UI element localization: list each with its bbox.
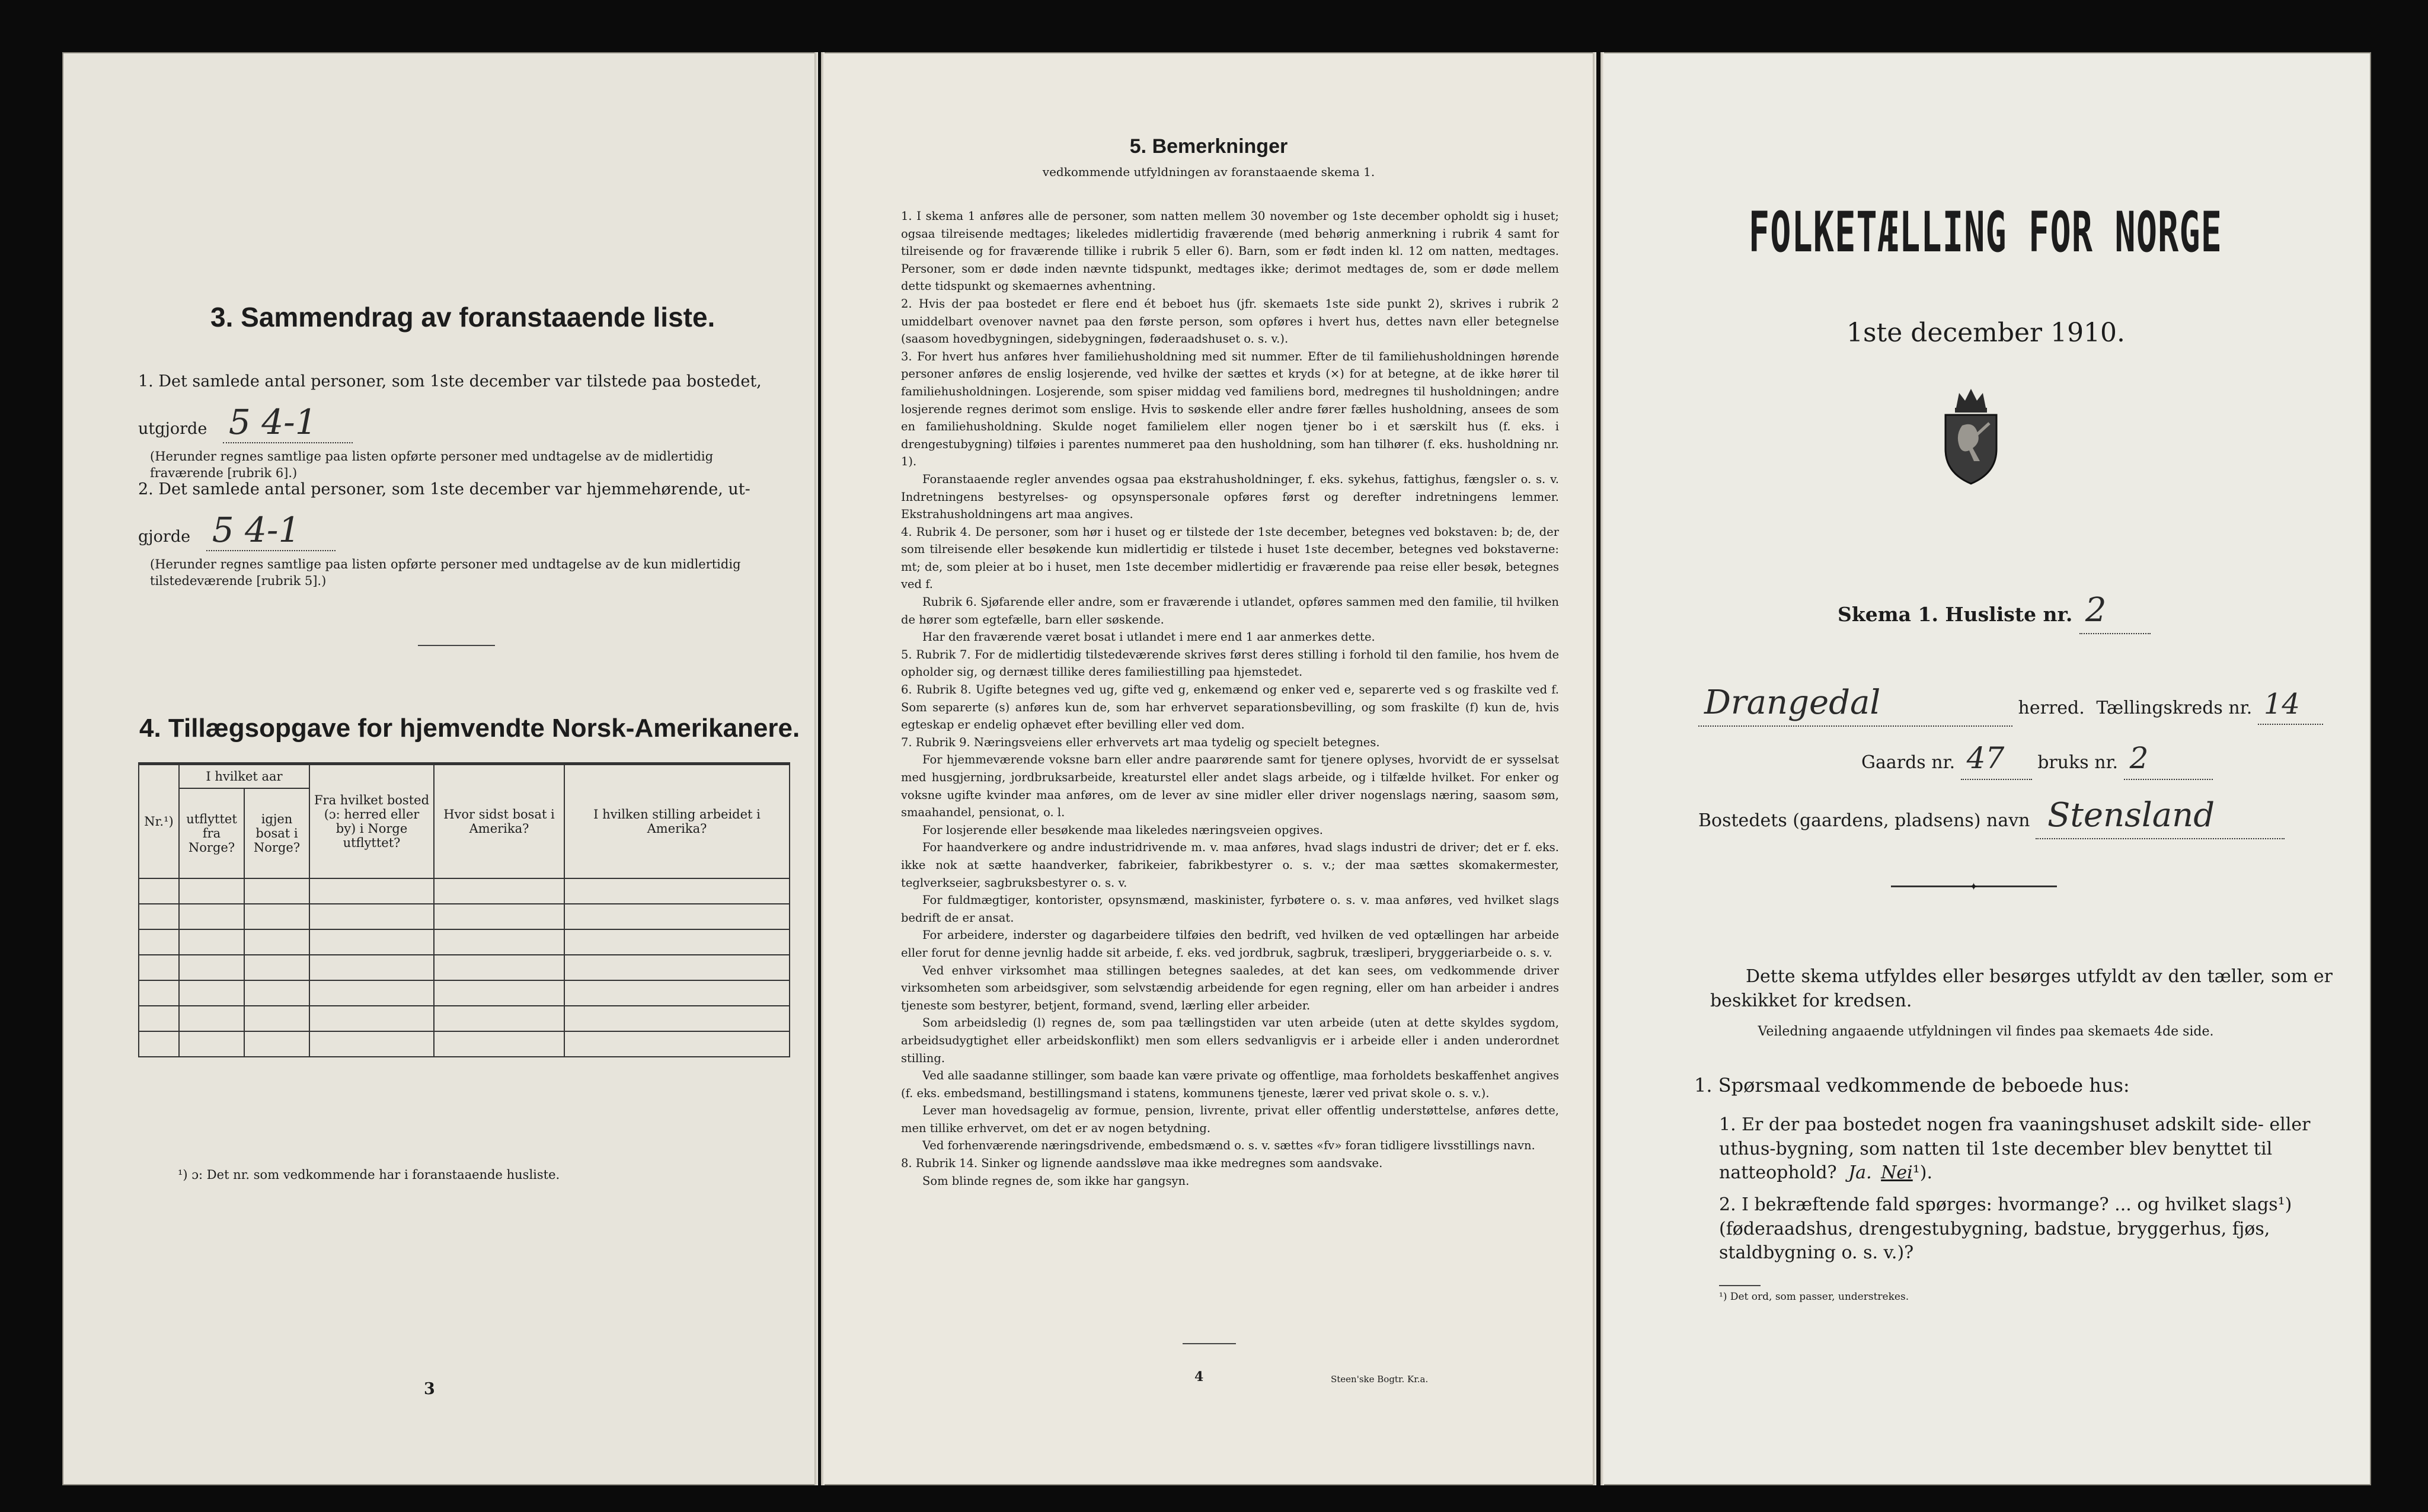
husliste-number[interactable]: 2 — [2079, 588, 2151, 634]
item2-note: (Herunder regnes samtlige paa listen opførte personer med undtagelse av de kun midlertidig tilstedeværende [rubrik 5].) — [150, 557, 741, 589]
printer-mark: Steen'ske Bogtr. Kr.a. — [1331, 1374, 1429, 1385]
footnote: ¹) Det ord, som passer, understrekes. — [1719, 1291, 1909, 1303]
col-last-residence: Hvor sidst bosat i Amerika? — [434, 764, 564, 879]
krets-label: Tællingskreds nr. — [2096, 698, 2253, 718]
remark-6: 6. Rubrik 8. Ugifte betegnes ved ug, gifte ved g, enkemænd og enker ved e, separerte ved s og fraskilte ved f. Som separerte (s) anføres kun de, som har erhvervet separationsbevilling, og som fraskilte (f) kun de, hvis egteskap er endelig ophævet efter bevilling eller ved dom. — [901, 683, 1559, 732]
q1-nei[interactable]: Nei — [1881, 1162, 1913, 1183]
question-heading: 1. Spørsmaal vedkommende de beboede hus: — [1694, 1074, 2130, 1097]
remark-8: 8. Rubrik 14. Sinker og lignende aandssløve maa ikke medregnes som aandsvake. — [901, 1156, 1383, 1171]
remark-7g: Ved enhver virksomhet maa stillingen betegnes saaledes, at det kan sees, om vedkommende driver virksomheten som arbeidsgiver, som selvstændig arbeidende for egen regning, eller om han arbeider i andres tjeneste som bestyrer, betjent, formand, svend, lærling eller arbeider. — [901, 963, 1559, 1012]
item1-handwritten[interactable]: 5 4-1 — [223, 402, 353, 443]
gaards-label: Gaards nr. — [1861, 752, 1956, 773]
item2-prefix: gjorde — [138, 528, 191, 546]
page-right — [1600, 52, 2371, 1485]
norsk-amerikanere-table — [138, 762, 790, 1057]
col-occupation: I hvilken stilling arbeidet i Amerika? — [564, 764, 790, 879]
table-row — [139, 1006, 790, 1031]
table-row — [139, 955, 790, 980]
remark-4: 4. Rubrik 4. De personer, som hør i huset og er tilstede der 1ste december, betegnes ved bokstaven: b; de, der som tilreisende eller besøkende kun midlertidig er tilstede i huset 1ste december, betegnes ved bokstaverne: mt; de, som pleier at bo i huset, men 1ste december midlertidig er fraværende paa reise eller besøk, betegnes ved f. — [901, 525, 1559, 592]
table-row — [139, 878, 790, 904]
remark-2: 2. Hvis der paa bostedet er flere end ét beboet hus (jfr. skemaets 1ste side punkt 2), skrives i rubrik 2 umiddelbart ovenover navnet paa den første person, som opføres i hvert hus, dettes navn eller betegnelse (saasom hovedbygningen, sidebygningen, føderaadshuset o. s. v.). — [901, 296, 1559, 346]
remark-5: 5. Rubrik 7. For de midlertidig tilstedeværende skrives først deres stilling i forhold til den familie, hos hvem de opholder sig, og dernæst tillike deres familiestilling paa hjemstedet. — [901, 647, 1559, 679]
gaards-value[interactable]: 47 — [1961, 739, 2032, 780]
remark-7b: For hjemmeværende voksne barn eller andre paarørende samt for tjenere oplyses, hvorvidt de er sysselsat med husgjerning, jordbruksarbeide, kreaturstel eller andet slags arbeide, og i tilfælde hvilket. For enker og voksne ugifte kvinder maa anføres, om de lever av sine midler eller driver nogenslags næring, saasom søm, smaahandel, pensionat, o. l. — [901, 753, 1559, 820]
section3-title: 3. Sammendrag av foranstaaende liste. — [210, 302, 715, 333]
table-row — [139, 980, 790, 1006]
page-left — [62, 52, 818, 1485]
question-1: 1. Er der paa bostedet nogen fra vaaningshuset adskilt side- eller uthus-bygning, som natten til 1ste december blev benyttet til natteophold? Ja. Nei¹). — [1719, 1114, 2311, 1183]
question-2: 2. I bekræftende fald spørges: hvormange? ... og hvilket slags¹) (føderaadshus, drengestubygning, badstue, bryggerhus, fjøs, staldbygning o. s. v.)? — [1719, 1194, 2292, 1263]
page-fold — [821, 52, 825, 1485]
herred-line — [1698, 680, 2350, 727]
remarks-title: 5. Bemerkninger — [1129, 135, 1288, 158]
col-from-where: Fra hvilket bosted (ɔ: herred eller by) i Norge utflyttet? — [309, 764, 434, 879]
remark-7i: Ved alle saadanne stillinger, som baade kan være private og offentlige, maa forholdets beskaffenhet angives (f. eks. embedsmand, bestillingsmand i statens, kommunens tjeneste, lærer ved privat skole o. s. v.). — [901, 1069, 1559, 1100]
bosted-label: Bostedets (gaardens, pladsens) navn — [1698, 810, 2030, 831]
schema-label: Skema 1. Husliste nr. — [1838, 603, 2073, 626]
summary-item-1 — [138, 372, 784, 482]
intro-text: Dette skema utfyldes eller besørges utfyldt av den tæller, som er beskikket for kredsen. — [1710, 966, 2333, 1011]
form-date: 1ste december 1910. — [1846, 318, 2126, 348]
remark-1: 1. I skema 1 anføres alle de personer, som natten mellem 30 november og 1ste december opholdt sig i huset; ogsaa tilreisende medtages; likeledes midlertidig fraværende (med behørig anmerkning i rubrik 4 samt for tilreisende og for fraværende tillike i rubrik 5 eller 6). Barn, som er født inden kl. 12 om natten, medtages. Personer, som er døde inden nævnte tidspunkt, medtages ikke; derimot medtages de, som er døde mellem dette tidspunkt og skemaernes avhentning. — [901, 209, 1559, 293]
coat-of-arms-icon — [1938, 384, 2004, 485]
ornament-icon: ✦ — [1969, 881, 1979, 893]
gaards-line — [1861, 739, 2336, 780]
item1-note: (Herunder regnes samtlige paa listen opførte personer med undtagelse av de midlertidig fraværende [rubrik 6].) — [150, 449, 714, 481]
bosted-line — [1698, 793, 2350, 839]
schema-line — [1838, 588, 2151, 634]
bosted-value[interactable]: Stensland — [2036, 793, 2285, 839]
bruks-value[interactable]: 2 — [2124, 739, 2213, 780]
page-fold — [1600, 52, 1604, 1485]
remark-4c: Har den fraværende været bosat i utlandet i mere end 1 aar anmerkes dette. — [922, 630, 1375, 644]
table-row — [139, 1031, 790, 1057]
bruks-label: bruks nr. — [2037, 752, 2119, 773]
remark-7c: For losjerende eller besøkende maa likeledes næringsveien opgives. — [922, 823, 1323, 837]
remark-3: 3. For hvert hus anføres hver familiehusholdning med sit nummer. Efter de til familiehusholdningen hørende personer anføres de enslig losjerende, ved hvilke der sættes et kryds (×) for at betegne, at de ikke hører til familiehusholdningen. Losjerende, som spiser middag ved familiens bord, medregnes til husholdningen; andre losjerende regnes derimot som enslige. Hvis to søskende eller andre fører fælles husholdning, ansees de som en familiehusholdning. Skulde noget familielem eller nogen tjener bo i et særskilt hus (f. eks. i drengestubygning) tilføies i parentes nummeret paa den husholdning, som han tilhører (f. eks. husholdning nr. 1). — [901, 349, 1559, 469]
item1-prefix: utgjorde — [138, 420, 207, 439]
page-fold — [814, 52, 818, 1485]
herred-value[interactable]: Drangedal — [1698, 680, 2012, 727]
form-title: FOLKETÆLLING FOR NORGE — [1749, 200, 2223, 265]
remark-7f: For arbeidere, inderster og dagarbeidere tilføies den bedrift, ved hvilken de ved optællingen har arbeide eller forut for denne jevnlig hadde sit arbeide, f. eks. ved jordbruk, sagbruk, træsliperi, bryggeriarbeide o. s. v. — [901, 928, 1559, 960]
summary-item-2 — [138, 480, 784, 590]
q1-ja[interactable]: Ja. — [1848, 1162, 1872, 1183]
divider — [1183, 1343, 1236, 1344]
item2-text: 2. Det samlede antal personer, som 1ste december var hjemmehørende, ut- — [138, 480, 750, 498]
herred-label: herred. — [2018, 698, 2085, 718]
remark-8b: Som blinde regnes de, som ikke har gangsyn. — [922, 1174, 1190, 1188]
table-footnote: ¹) ɔ: Det nr. som vedkommende har i foranstaaende husliste. — [178, 1168, 560, 1182]
divider — [418, 645, 495, 646]
remarks-subtitle: vedkommende utfyldningen av foranstaaende skema 1. — [1042, 165, 1375, 179]
remark-4b: Rubrik 6. Sjøfarende eller andre, som er fraværende i utlandet, opføres sammen med den familie, til hvilken de hører som egtefælle, barn eller søskende. — [901, 595, 1559, 626]
col-group: I hvilket aar — [179, 764, 309, 789]
divider — [1719, 1285, 1761, 1286]
remark-7e: For fuldmægtiger, kontorister, opsynsmænd, maskinister, fyrbøtere o. s. v. maa anføres, ved hvilket slags bedrift de er ansat. — [901, 893, 1559, 925]
remark-7h: Som arbeidsledig (l) regnes de, som paa tællingstiden var uten arbeide (uten at dette skyldes sygdom, arbeidsudygtighet eller arbeidskonflikt) men som ellers sedvanligvis er i arbeide eller i anden underordnet stilling. — [901, 1016, 1559, 1065]
remark-7j: Lever man hovedsagelig av formue, pension, livrente, privat eller offentlig understøttelse, anføres dette, men tillike erhvervet, om det er av nogen betydning. — [901, 1104, 1559, 1135]
q1-text: 1. Er der paa bostedet nogen fra vaaningshuset adskilt side- eller uthus-bygning, som natten til 1ste december blev benyttet til natteophold? — [1719, 1114, 2311, 1183]
remark-7: 7. Rubrik 9. Næringsveiens eller erhvervets art maa tydelig og specielt betegnes. — [901, 735, 1380, 749]
table-row — [139, 929, 790, 955]
page-number: 4 — [1194, 1369, 1204, 1385]
item1-text: 1. Det samlede antal personer, som 1ste december var tilstede paa bostedet, — [138, 372, 762, 391]
col-nr: Nr.¹) — [139, 764, 179, 879]
col-returned: igjen bosat i Norge? — [244, 788, 309, 878]
page-number: 3 — [424, 1380, 435, 1398]
section4-title: 4. Tillægsopgave for hjemvendte Norsk-Amerikanere. — [139, 714, 800, 743]
remark-7k: Ved forhenværende næringsdrivende, embedsmænd o. s. v. sættes «fv» foran tidligere livsstillings navn. — [922, 1139, 1535, 1153]
remark-7d: For haandverkere og andre industridrivende m. v. maa anføres, hvad slags industri de driver; det er f. eks. ikke nok at sætte haandverker, fabrikeier, fabrikbestyrer o. s. v.; der maa sættes skomakermester, teglverkseier, sagbruksbestyrer o. s. v. — [901, 840, 1559, 890]
col-emigrated: utflyttet fra Norge? — [179, 788, 244, 878]
remark-3b: Foranstaaende regler anvendes ogsaa paa ekstrahusholdninger, f. eks. sykehus, fattighus, fængsler o. s. v. Indretningens bestyrelses- og opsynspersonale opføres først og derefter indretningens lemmer. Ekstrahusholdningens art maa angives. — [901, 472, 1559, 522]
remarks-body — [901, 207, 1559, 1190]
table-row — [139, 904, 790, 929]
krets-value[interactable]: 14 — [2258, 685, 2323, 725]
page-fold — [1593, 52, 1596, 1485]
item2-handwritten[interactable]: 5 4-1 — [206, 510, 336, 551]
intro-note: Veiledning angaaende utfyldningen vil findes paa skemaets 4de side. — [1758, 1024, 2214, 1039]
page-middle — [821, 52, 1596, 1485]
